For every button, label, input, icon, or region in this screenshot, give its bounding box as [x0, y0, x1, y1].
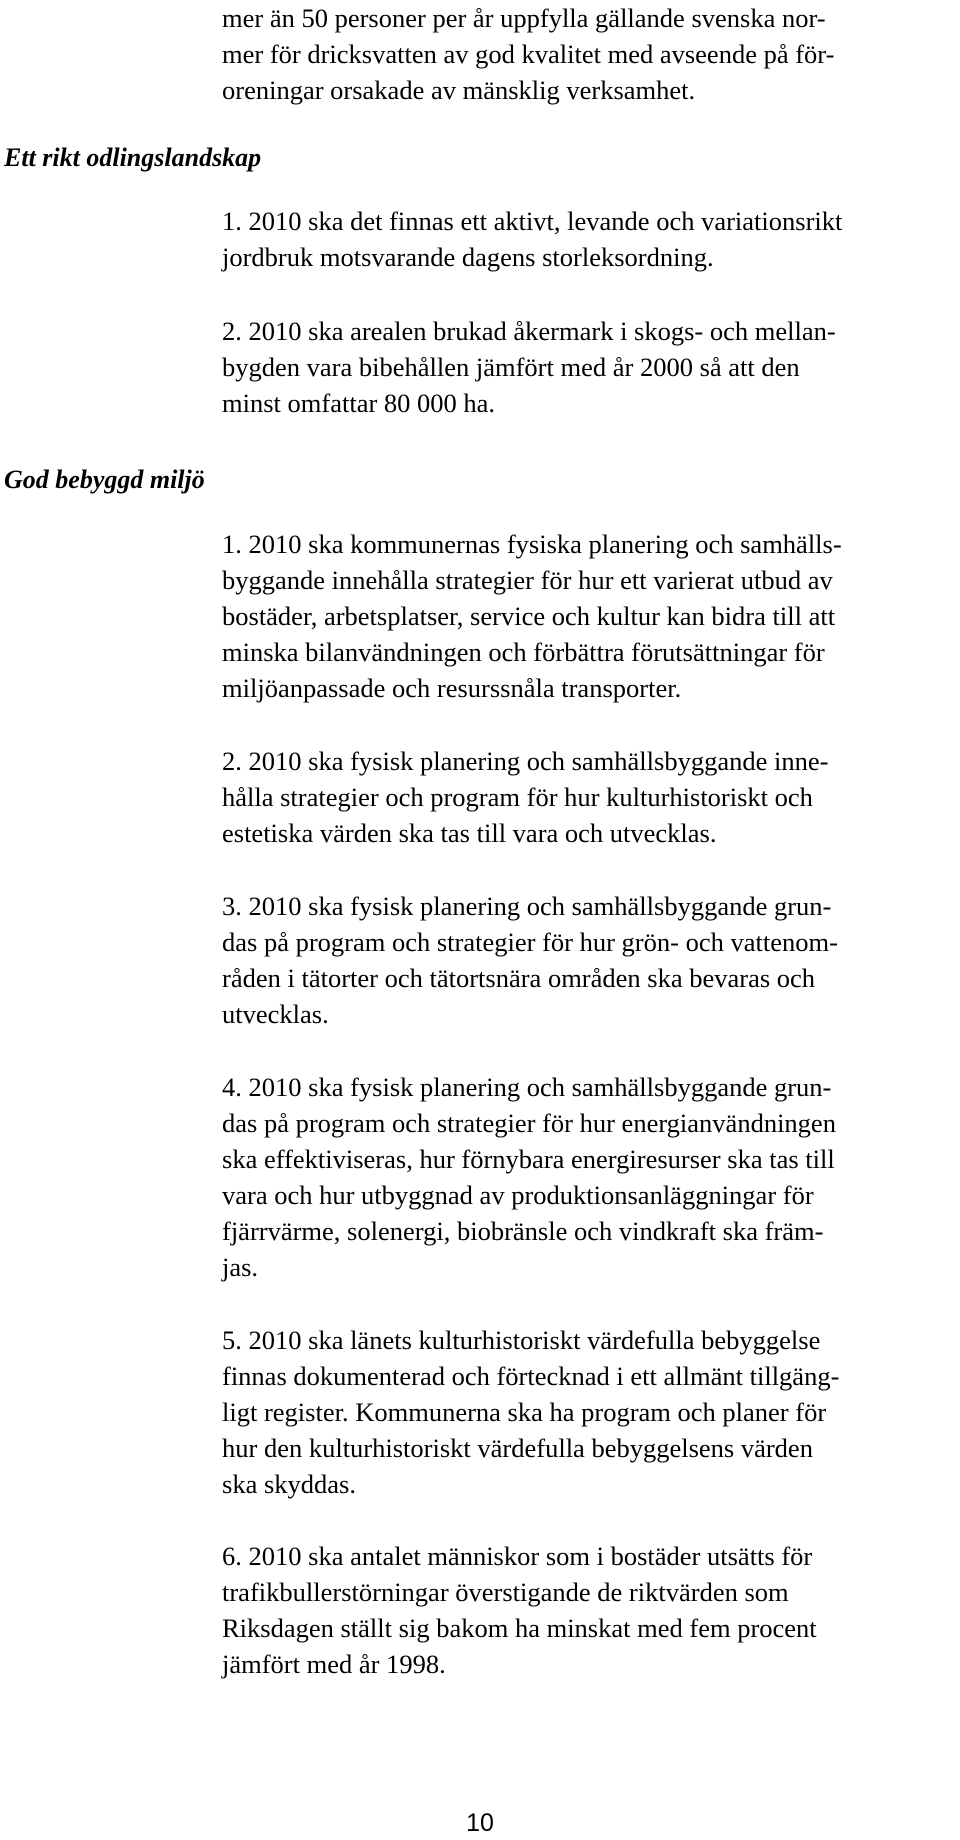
text-line: mer än 50 personer per år uppfylla gällande svenska nor-: [222, 3, 826, 33]
text-line: estetiska värden ska tas till vara och utvecklas.: [222, 818, 717, 848]
text-line: hur den kulturhistoriskt värdefulla bebyggelsens värden: [222, 1433, 813, 1463]
text-line: bostäder, arbetsplatser, service och kultur kan bidra till att: [222, 601, 836, 631]
text-line: bygden vara bibehållen jämfört med år 2000 så att den: [222, 352, 800, 382]
section-heading-bebyggd-miljo: God bebyggd miljö: [4, 465, 205, 494]
text-line: 6. 2010 ska antalet människor som i bostäder utsätts för: [222, 1541, 813, 1571]
section-heading-odlingslandskap: Ett rikt odlingslandskap: [4, 143, 262, 172]
text-line: jordbruk motsvarande dagens storleksordning.: [222, 242, 714, 272]
text-line: 2. 2010 ska arealen brukad åkermark i skogs- och mellan-: [222, 316, 836, 346]
goal-bebyggd-miljo-3: [222, 888, 952, 1032]
text-line: fjärrvärme, solenergi, biobränsle och vindkraft ska främ-: [222, 1216, 824, 1246]
text-line: oreningar orsakade av mänsklig verksamhet.: [222, 75, 696, 105]
goal-bebyggd-miljo-4: [222, 1069, 952, 1285]
page-number: 10: [466, 1809, 494, 1837]
text-line: vara och hur utbyggnad av produktionsanläggningar för: [222, 1180, 814, 1210]
text-line: ligt register. Kommunerna ska ha program och planer för: [222, 1397, 827, 1427]
text-line: råden i tätorter och tätortsnära områden ska bevaras och: [222, 963, 816, 993]
goal-odlingslandskap-2: [222, 313, 952, 421]
text-line: 2. 2010 ska fysisk planering och samhällsbyggande inne-: [222, 746, 829, 776]
text-line: 1. 2010 ska det finnas ett aktivt, levande och variationsrikt: [222, 206, 843, 236]
text-line: hålla strategier och program för hur kulturhistoriskt och: [222, 782, 813, 812]
text-line: 5. 2010 ska länets kulturhistoriskt värdefulla bebyggelse: [222, 1325, 821, 1355]
goal-bebyggd-miljo-6: [222, 1538, 952, 1682]
goal-odlingslandskap-1: [222, 203, 952, 275]
text-line: Riksdagen ställt sig bakom ha minskat med fem procent: [222, 1613, 817, 1643]
text-line: 3. 2010 ska fysisk planering och samhällsbyggande grun-: [222, 891, 832, 921]
text-line: das på program och strategier för hur grön- och vattenom-: [222, 927, 838, 957]
text-line: jämfört med år 1998.: [222, 1649, 446, 1679]
text-line: byggande innehålla strategier för hur ett varierat utbud av: [222, 565, 833, 595]
text-line: utvecklas.: [222, 999, 329, 1029]
goal-bebyggd-miljo-1: [222, 526, 952, 706]
text-line: das på program och strategier för hur energianvändningen: [222, 1108, 836, 1138]
text-line: minst omfattar 80 000 ha.: [222, 388, 496, 418]
text-line: miljöanpassade och resurssnåla transporter.: [222, 673, 682, 703]
goal-bebyggd-miljo-5: [222, 1322, 952, 1502]
text-line: jas.: [222, 1252, 259, 1282]
text-line: finnas dokumenterad och förtecknad i ett allmänt tillgäng-: [222, 1361, 840, 1391]
intro-paragraph: [222, 0, 952, 108]
text-line: 4. 2010 ska fysisk planering och samhällsbyggande grun-: [222, 1072, 832, 1102]
text-line: minska bilanvändningen och förbättra förutsättningar för: [222, 637, 825, 667]
text-line: ska skyddas.: [222, 1469, 356, 1499]
text-line: ska effektiviseras, hur förnybara energiresurser ska tas till: [222, 1144, 835, 1174]
text-line: mer för dricksvatten av god kvalitet med avseende på för-: [222, 39, 835, 69]
text-line: trafikbullerstörningar överstigande de riktvärden som: [222, 1577, 789, 1607]
goal-bebyggd-miljo-2: [222, 743, 952, 851]
text-line: 1. 2010 ska kommunernas fysiska planering och samhälls-: [222, 529, 842, 559]
